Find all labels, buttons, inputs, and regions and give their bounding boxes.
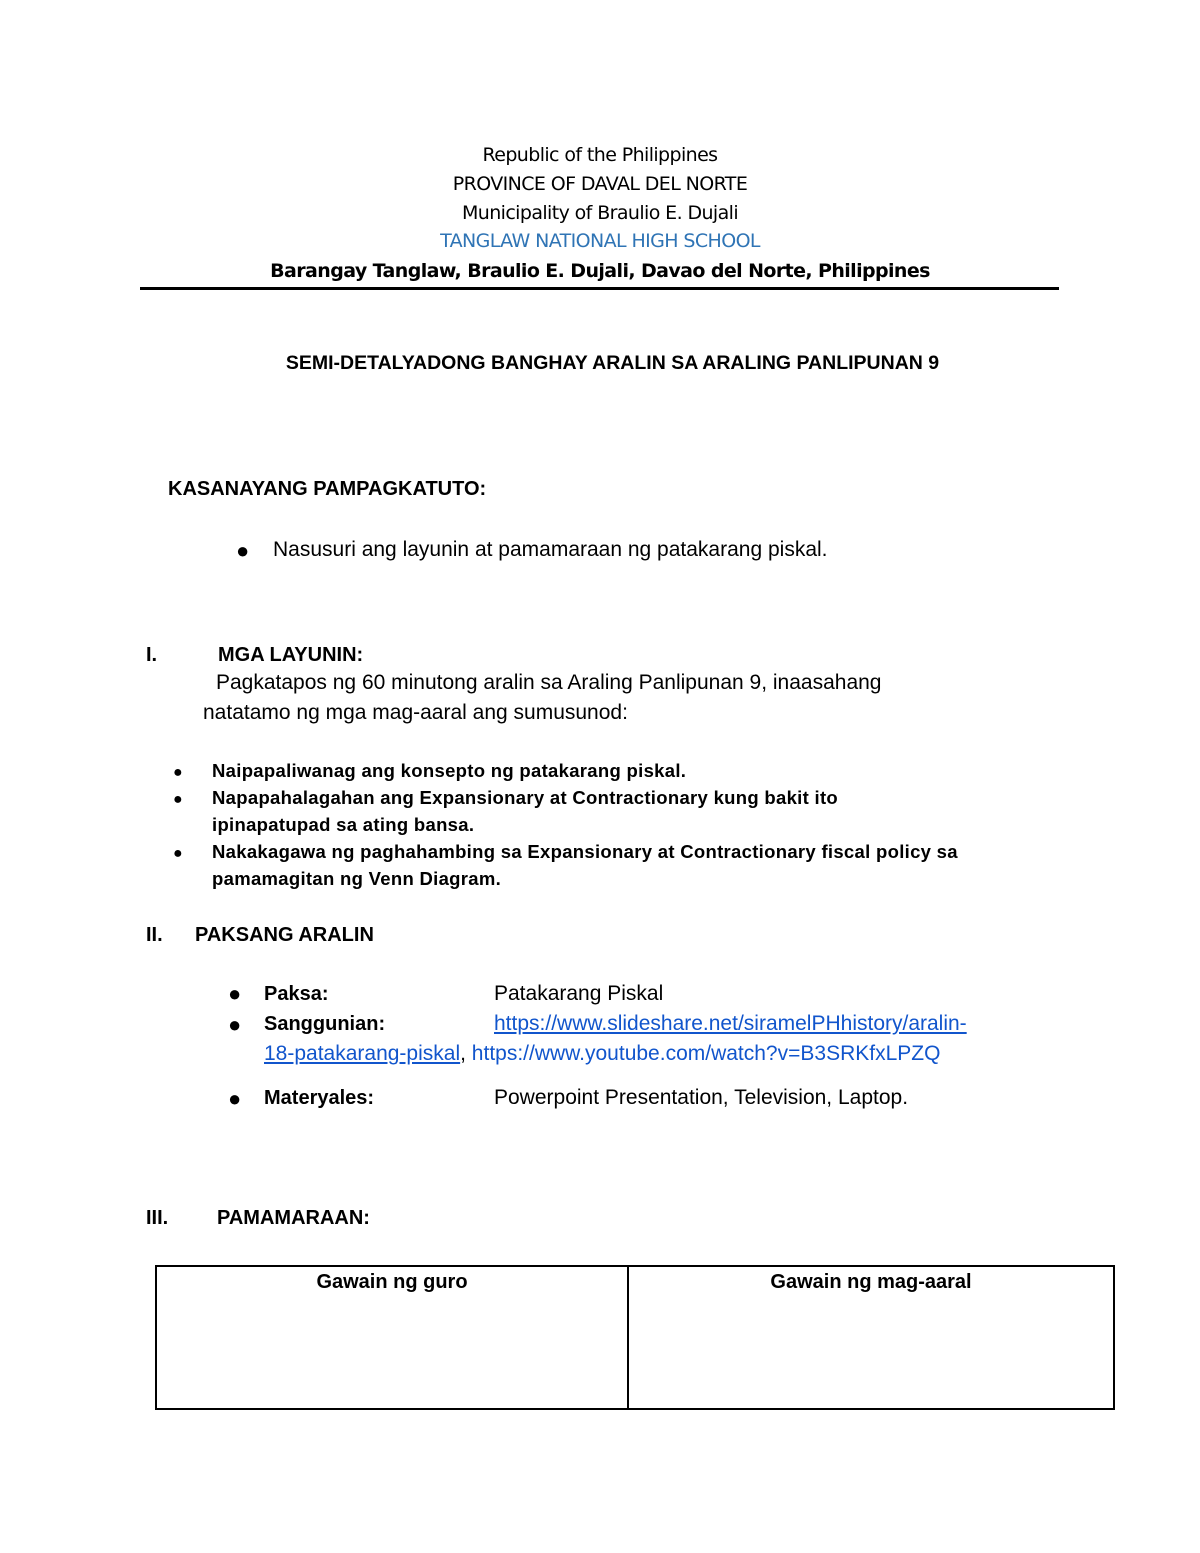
bullet-icon: ●: [173, 764, 183, 781]
bullet-icon: ●: [173, 791, 183, 808]
paksang-heading: PAKSANG ARALIN: [195, 924, 374, 946]
bullet-icon: ●: [228, 1012, 242, 1037]
layunin-heading: MGA LAYUNIN:: [218, 644, 364, 666]
table-header-guro: Gawain ng guro: [156, 1266, 628, 1409]
header-address: Barangay Tanglaw, Braulio E. Dujali, Davao del Norte, Philippines: [270, 260, 930, 282]
paksa-value: Patakarang Piskal: [494, 982, 664, 1005]
document-title: SEMI-DETALYADONG BANGHAY ARALIN SA ARALING PANLIPUNAN 9: [285, 352, 940, 374]
bullet-icon: ●: [228, 1086, 242, 1111]
layunin-item-2-cont: ipinapatupad sa ating bansa.: [212, 814, 475, 835]
layunin-intro-line2: natatamo ng mga mag-aaral ang sumusunod:: [203, 701, 628, 724]
header-municipality: Municipality of Braulio E. Dujali: [461, 202, 739, 224]
paksang-numeral: II.: [146, 924, 163, 946]
sanggunian-link-1[interactable]: https://www.slideshare.net/siramelPHhistory/aralin-: [494, 1012, 967, 1035]
header-province: PROVINCE OF DAVAL DEL NORTE: [452, 173, 748, 195]
sanggunian-link-1-cont[interactable]: 18-patakarang-piskal: [264, 1042, 461, 1065]
layunin-item-2: Napapahalagahan ang Expansionary at Contractionary kung bakit ito: [212, 787, 839, 808]
sanggunian-link-2[interactable]: https://www.youtube.com/watch?v=B3SRKfxLPZQ: [465, 1042, 941, 1065]
materyales-label: Materyales:: [264, 1087, 375, 1109]
table-header-mag-aaral: Gawain ng mag-aaral: [628, 1266, 1114, 1409]
layunin-item-3: Nakakagawa ng paghahambing sa Expansionary at Contractionary fiscal policy sa: [212, 841, 958, 862]
bullet-icon: ●: [236, 538, 250, 563]
kasanayan-heading: KASANAYANG PAMPAGKATUTO:: [168, 478, 487, 500]
pamamaraan-heading: PAMAMARAAN:: [217, 1207, 370, 1229]
pamamaraan-table: [155, 1265, 1115, 1410]
pamamaraan-numeral: III.: [146, 1207, 169, 1229]
header-divider: [140, 287, 1059, 290]
layunin-item-3-cont: pamamagitan ng Venn Diagram.: [212, 868, 502, 889]
sanggunian-separator: ,: [460, 1042, 466, 1065]
bullet-icon: ●: [228, 981, 242, 1006]
sanggunian-line-2: [264, 1042, 940, 1066]
header-republic: Republic of the Philippines: [482, 144, 718, 166]
layunin-intro-line1: Pagkatapos ng 60 minutong aralin sa Araling Panlipunan 9, inaasahang: [216, 671, 882, 694]
paksa-label: Paksa:: [264, 983, 329, 1005]
layunin-numeral: I.: [146, 644, 158, 666]
header-school-name: TANGLAW NATIONAL HIGH SCHOOL: [440, 230, 760, 252]
sanggunian-label: Sanggunian:: [264, 1013, 386, 1035]
layunin-item-1: Naipapaliwanag ang konsepto ng patakarang piskal.: [212, 760, 687, 781]
bullet-icon: ●: [173, 845, 183, 862]
materyales-value: Powerpoint Presentation, Television, Laptop.: [494, 1086, 909, 1109]
kasanayan-item: Nasusuri ang layunin at pamamaraan ng patakarang piskal.: [273, 538, 828, 561]
